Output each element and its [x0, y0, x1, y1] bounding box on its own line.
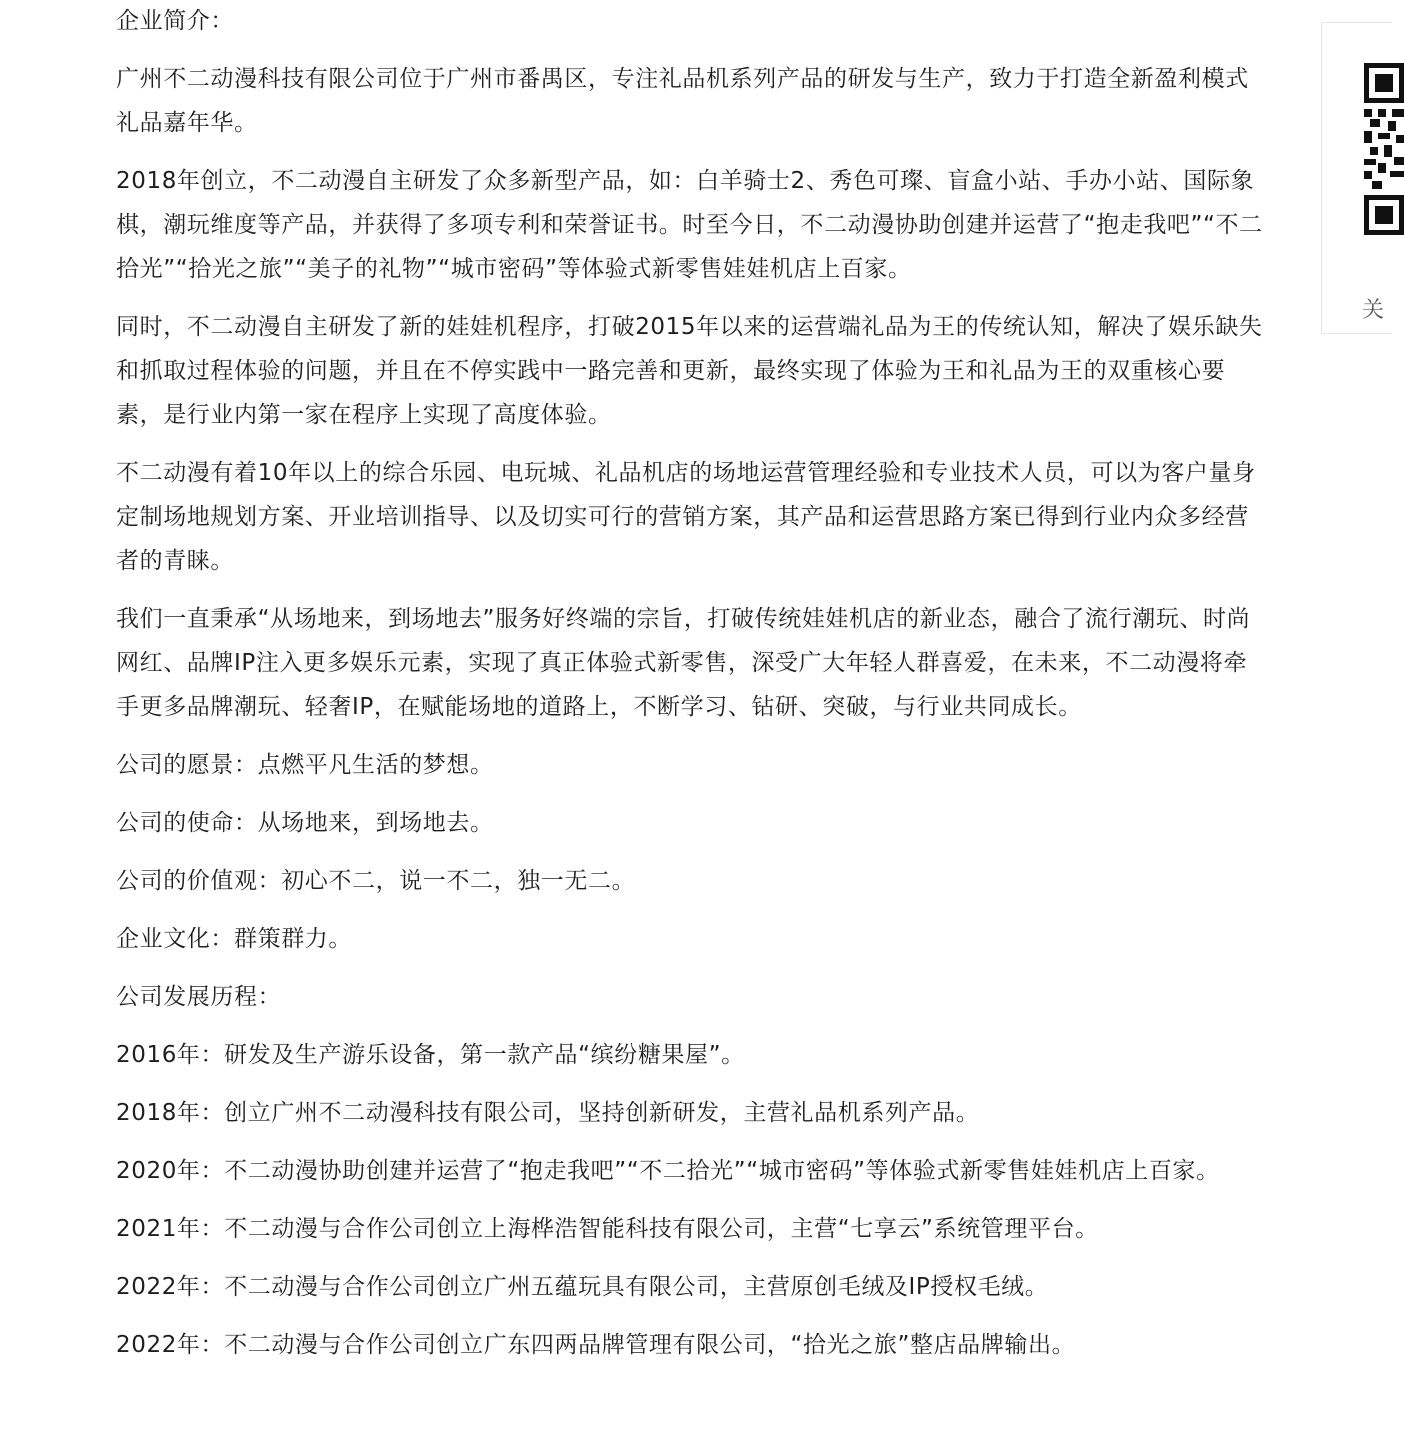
article-body — [116, 0, 1266, 1367]
paragraph-vision: 公司的愿景：点燃平凡生活的梦想。 — [116, 752, 494, 778]
section-heading-history: 公司发展历程： — [116, 984, 282, 1010]
paragraph-program: 同时，不二动漫自主研发了新的娃娃机程序，打破2015年以来的运营端礼品为王的传统认知，解决了娱乐缺失和抓取过程体验的问题，并且在不停实践中一路完善和更新，最终实现了体验为王和礼品为王的双重核心要素，是行业内第一家在程序上实现了高度体验。 — [116, 314, 1263, 428]
paragraph-experience: 不二动漫有着10年以上的综合乐园、电玩城、礼品机店的场地运营管理经验和专业技术人员，可以为客户量身定制场地规划方案、开业培训指导、以及切实可行的营销方案，其产品和运营思路方案已得到行业内众多经营者的青睐。 — [116, 460, 1256, 574]
history-item-2022-b: 2022年：不二动漫与合作公司创立广东四两品牌管理有限公司，“拾光之旅”整店品牌输出。 — [116, 1332, 1076, 1358]
history-item-2020: 2020年：不二动漫协助创建并运营了“抱走我吧”“不二拾光”“城市密码”等体验式新零售娃娃机店上百家。 — [116, 1158, 1220, 1184]
paragraph-culture: 企业文化：群策群力。 — [116, 926, 352, 952]
paragraph-company-overview: 广州不二动漫科技有限公司位于广州市番禺区，专注礼品机系列产品的研发与生产，致力于打造全新盈利模式礼品嘉年华。 — [116, 66, 1249, 136]
paragraph-values: 公司的价值观：初心不二，说一不二，独一无二。 — [116, 868, 636, 894]
qr-code-icon — [1364, 63, 1404, 235]
section-heading-intro: 企业简介： — [116, 8, 234, 34]
history-item-2018: 2018年：创立广州不二动漫科技有限公司，坚持创新研发，主营礼品机系列产品。 — [116, 1100, 980, 1126]
qr-code-panel[interactable] — [1321, 22, 1392, 334]
history-item-2016: 2016年：研发及生产游乐设备，第一款产品“缤纷糖果屋”。 — [116, 1042, 745, 1068]
qr-caption: 关 — [1362, 298, 1385, 323]
history-item-2022-a: 2022年：不二动漫与合作公司创立广州五蕴玩具有限公司，主营原创毛绒及IP授权毛绒。 — [116, 1274, 1049, 1300]
paragraph-products: 2018年创立，不二动漫自主研发了众多新型产品，如：白羊骑士2、秀色可璨、盲盒小站、手办小站、国际象棋，潮玩维度等产品，并获得了多项专利和荣誉证书。时至今日，不二动漫协助创建并运营了“抱走我吧”“不二拾光”“拾光之旅”“美子的礼物”“城市密码”等体验式新零售娃娃机店上百家。 — [116, 168, 1263, 282]
paragraph-mission: 公司的使命：从场地来，到场地去。 — [116, 810, 494, 836]
paragraph-mission-statement: 我们一直秉承“从场地来，到场地去”服务好终端的宗旨，打破传统娃娃机店的新业态，融合了流行潮玩、时尚网红、品牌IP注入更多娱乐元素，实现了真正体验式新零售，深受广大年轻人群喜爱，在未来，不二动漫将牵手更多品牌潮玩、轻奢IP，在赋能场地的道路上，不断学习、钻研、突破，与行业共同成长。 — [116, 606, 1251, 720]
history-item-2021: 2021年：不二动漫与合作公司创立上海桦浩智能科技有限公司，主营“七享云”系统管理平台。 — [116, 1216, 1099, 1242]
